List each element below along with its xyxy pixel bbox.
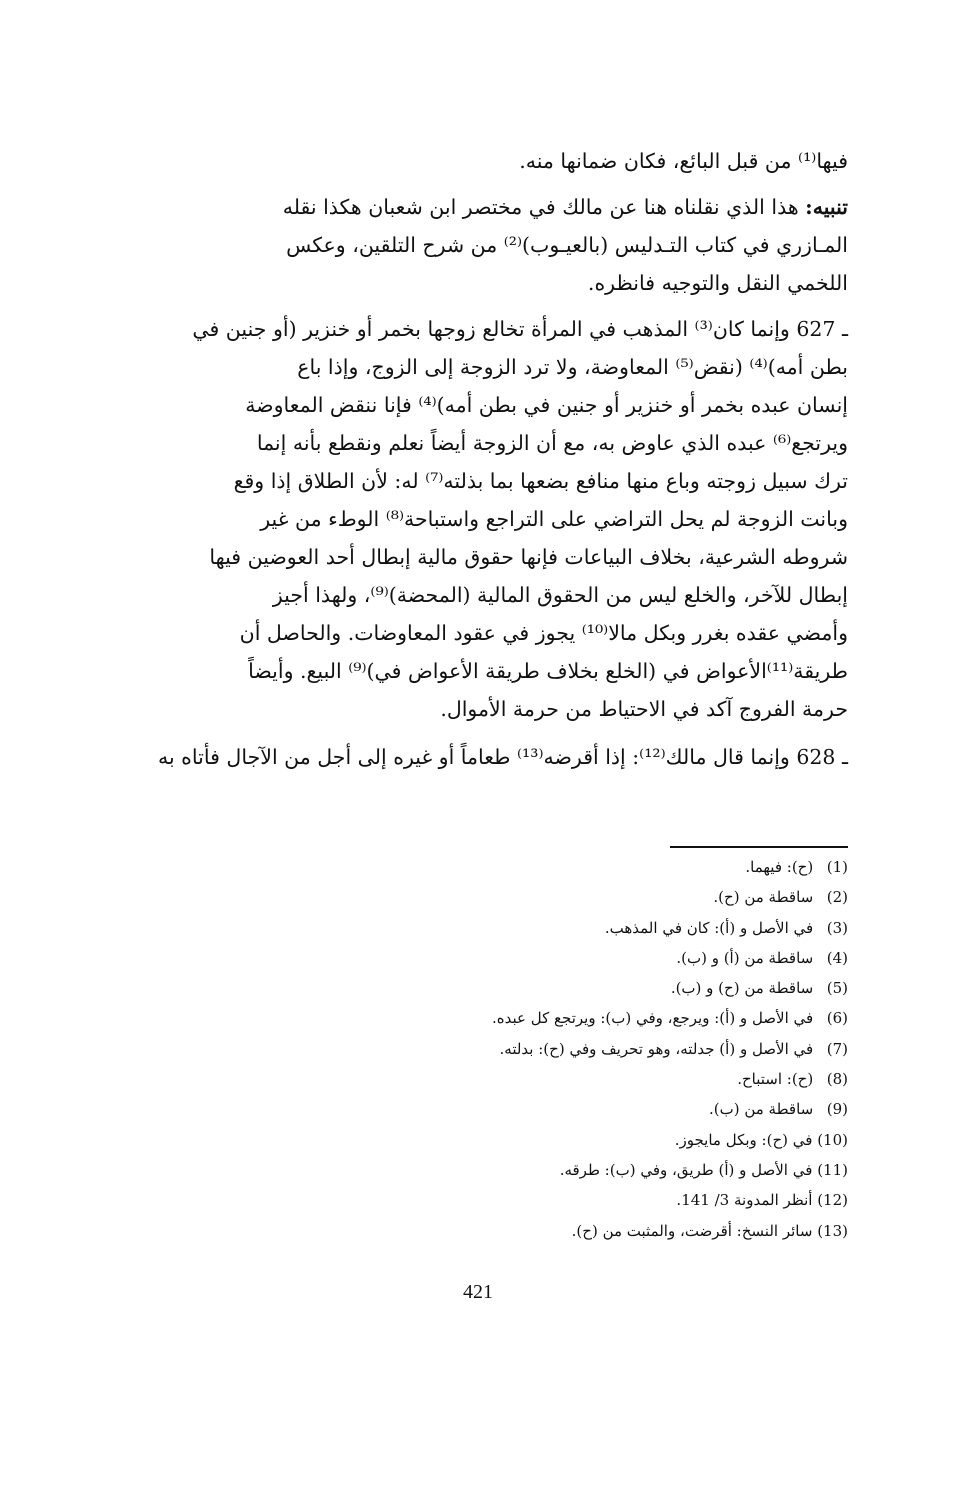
footnote-divider	[670, 846, 848, 848]
paragraph-628	[108, 738, 848, 776]
footnote-number: (3)	[826, 918, 848, 937]
footnote-text: (ح): فيهما.	[745, 858, 814, 876]
paragraph-tanbih	[108, 188, 848, 302]
footnote-text: (ح): استباح.	[737, 1070, 814, 1089]
footnote-text: في الأصل و (أ) طريق، وفي (ب): طرقه.	[559, 1160, 813, 1179]
footnote-number: (2)	[826, 888, 848, 907]
footnote-item	[328, 1155, 848, 1185]
footnote-text: أنظر المدونة 3/ 141.	[676, 1191, 813, 1210]
footnote-item	[328, 1064, 848, 1094]
footnote-item	[328, 1034, 848, 1064]
text-line	[108, 188, 848, 226]
footnote-number: (6)	[826, 1009, 848, 1028]
footnote-text: في الأصل و (أ): ويرجع، وفي (ب): ويرتجع كل عبده.	[492, 1009, 814, 1028]
footnote-text: ساقطة من (ب).	[708, 1100, 814, 1119]
footnote-text: ساقطة من (أ) و (ب).	[676, 948, 814, 967]
footnote-text: في الأصل و (أ): كان في المذهب.	[604, 918, 814, 937]
text-line: المـازري في كتاب التـدليس (بالعيـوب)⁽²⁾ من شرح التلقين، وعكس	[286, 233, 848, 257]
tanbih-label: تنبيه:	[805, 195, 848, 219]
text-line	[108, 310, 848, 348]
paragraph-number: 627 ـ	[796, 317, 848, 341]
footnote-number: (4)	[826, 948, 848, 967]
text-line: طريقة⁽¹¹⁾الأعواض في (الخلع بخلاف طريقة الأعواض في)⁽⁹⁾ البيع. وأيضاً	[248, 659, 848, 683]
page-number: 421	[463, 1281, 493, 1303]
footnote-item	[328, 882, 848, 912]
footnote-item	[328, 1125, 848, 1155]
footnote-text: في الأصل و (أ) جدلته، وهو تحريف وفي (ح): بدلته.	[499, 1039, 814, 1058]
footnote-text: ساقطة من (ح).	[713, 888, 814, 907]
footnote-number: (12)	[817, 1191, 848, 1210]
footnote-item	[328, 852, 848, 882]
footnote-number: (5)	[826, 979, 848, 998]
footnote-item	[328, 1185, 848, 1215]
paragraph-number: 628 ـ	[796, 745, 848, 769]
paragraph-continuation	[108, 142, 848, 180]
text-line: اللخمي النقل والتوجيه فانظره.	[587, 271, 848, 295]
footnote-number: (7)	[826, 1039, 848, 1058]
footnote-number: (10)	[817, 1130, 848, 1149]
footnote-number: (1)	[826, 858, 848, 876]
footnote-item	[328, 1094, 848, 1124]
main-text	[108, 142, 848, 786]
footnote-number: (8)	[826, 1070, 848, 1089]
text-line-content: وإنما كان⁽³⁾ المذهب في المرأة تخالع زوجها بخمر أو خنزير (أو جنين في	[192, 317, 790, 341]
text-line-content: وإنما قال مالك⁽¹²⁾: إذا أقرضه⁽¹³⁾ طعاماً أو غيره إلى أجل من الآجال فأتاه به	[157, 745, 790, 769]
footnote-item	[328, 913, 848, 943]
paragraph-627	[108, 310, 848, 728]
footnote-text: في (ح): وبكل مايجوز.	[674, 1130, 813, 1149]
footnote-item	[328, 973, 848, 1003]
text-line	[108, 738, 848, 776]
footnote-number: (9)	[826, 1100, 848, 1119]
text-line: إبطال للآخر، والخلع ليس من الحقوق المالية (المحضة)⁽⁹⁾، ولهذا أجيز	[272, 583, 848, 607]
text-line: ويرتجع⁽⁶⁾ عبده الذي عاوض به، مع أن الزوجة أيضاً نعلم ونقطع بأنه إنما	[256, 431, 848, 455]
text-line: فيها⁽¹⁾ من قبل البائع، فكان ضمانها منه.	[519, 149, 848, 173]
text-line: حرمة الفروج آكد في الاحتياط من حرمة الأموال.	[440, 697, 848, 721]
text-line: شروطه الشرعية، بخلاف البياعات فإنها حقوق مالية إبطال أحد العوضين فيها	[209, 545, 848, 569]
text-line: وأمضي عقده بغرر وبكل مالا⁽¹⁰⁾ يجوز في عقود المعاوضات. والحاصل أن	[239, 621, 848, 645]
tanbih-text: هذا الذي نقلناه هنا عن مالك في مختصر ابن شعبان هكذا نقله	[282, 195, 806, 219]
footnotes	[328, 852, 848, 1246]
footnote-number: (13)	[817, 1221, 848, 1240]
footnote-item	[328, 1003, 848, 1033]
text-line: ترك سبيل زوجته وباع منها منافع بضعها بما بذلته⁽⁷⁾ له: لأن الطلاق إذا وقع	[233, 469, 848, 493]
footnote-text: سائر النسخ: أقرضت، والمثبت من (ح).	[571, 1221, 813, 1240]
text-line: بطن أمه)⁽⁴⁾ (نقض⁽⁵⁾ المعاوضة، ولا ترد الزوجة إلى الزوج، وإذا باع	[297, 355, 848, 379]
text-line: وبانت الزوجة لم يحل التراضي على التراجع واستباحة⁽⁸⁾ الوطء من غير	[260, 507, 848, 531]
text-line: إنسان عبده بخمر أو خنزير أو جنين في بطن أمه)⁽⁴⁾ فإنا ننقض المعاوضة	[245, 393, 848, 417]
footnote-item	[328, 1216, 848, 1246]
footnote-text: ساقطة من (ح) و (ب).	[670, 979, 814, 998]
footnote-number: (11)	[817, 1160, 848, 1179]
footnote-item	[328, 943, 848, 973]
